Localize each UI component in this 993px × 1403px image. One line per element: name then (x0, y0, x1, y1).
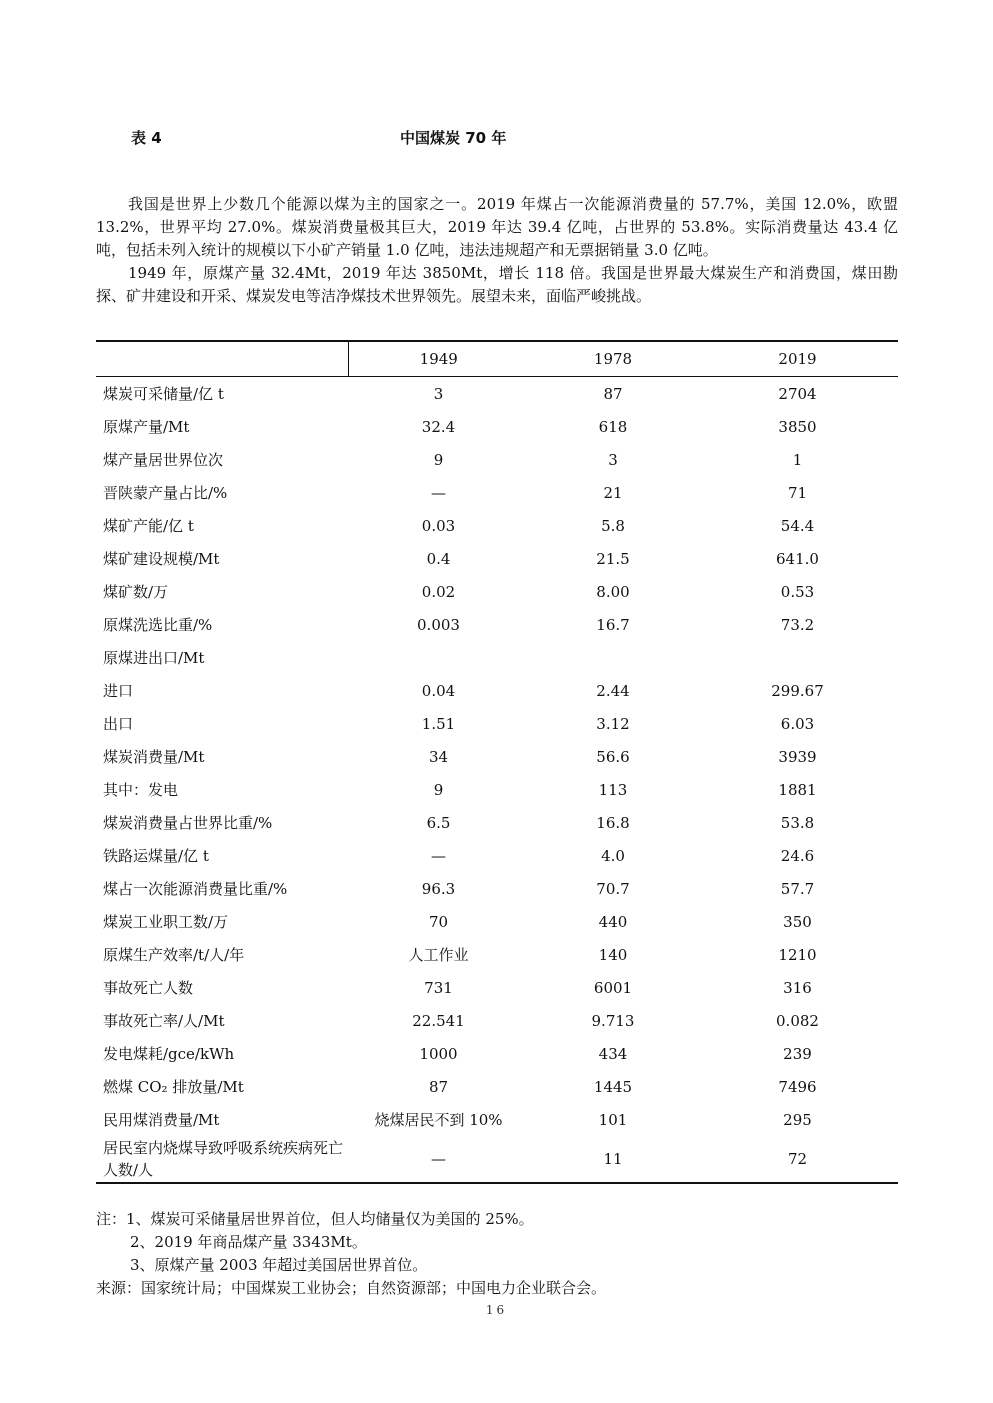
value-1978: 101 (598, 1110, 628, 1129)
value-1949: 1000 (419, 1044, 458, 1063)
value-1949: 87 (428, 1077, 449, 1096)
row-label: 居民室内烧煤导致呼吸系统疾病死亡人数/人 (103, 1139, 344, 1179)
page-number: 16 (485, 1303, 508, 1317)
value-2019: 54.4 (780, 516, 815, 535)
value-1978: 140 (598, 945, 628, 964)
row-label: 原煤产量/Mt (103, 417, 190, 436)
row-label: 原煤生产效率/t/人/年 (103, 945, 245, 964)
table-row (96, 707, 898, 740)
table-row (96, 938, 898, 971)
value-1978: 16.7 (596, 615, 630, 634)
value-1949: — (431, 1150, 446, 1168)
table-heading (0, 127, 993, 151)
value-2019: 239 (783, 1044, 812, 1063)
value-1978: 5.8 (601, 516, 625, 535)
row-label: 出口 (103, 714, 134, 733)
value-2019: 1881 (778, 780, 817, 799)
row-label: 原煤进出口/Mt (103, 648, 205, 667)
intro-paragraph-1: 我国是世界上少数几个能源以煤为主的国家之一。2019 年煤占一次能源消费量的 57.7%，美国 12.0%，欧盟 13.2%，世界平均 27.0%。煤炭消费量极其巨大，2019 年达 39.4 亿吨，占世界的 53.8%。实际消费量达 43.4 亿吨，包括未列入统计的规模以下小矿产销量 1.0 亿吨，违法违规超产和无票据销量 3.0 亿吨。 (96, 195, 898, 259)
value-1978: 2.44 (596, 681, 630, 700)
table-row (96, 641, 898, 674)
table-row (96, 443, 898, 476)
table-row (96, 1103, 898, 1136)
value-2019: 3939 (778, 747, 817, 766)
value-1978: 3.12 (596, 714, 630, 733)
row-label: 煤炭消费量占世界比重/% (103, 813, 273, 832)
notes-section (96, 1208, 898, 1300)
value-2019: 316 (783, 978, 812, 997)
table-row (96, 1004, 898, 1037)
row-label: 煤矿产能/亿 t (103, 516, 194, 535)
value-1949: 0.4 (426, 549, 451, 568)
table-row (96, 377, 898, 411)
source-line: 来源：国家统计局；中国煤炭工业协会；自然资源部；中国电力企业联合会。 (96, 1279, 607, 1297)
value-1978: 8.00 (596, 582, 630, 601)
value-1949: 0.04 (421, 681, 456, 700)
value-2019: 57.7 (780, 879, 815, 898)
value-2019: 72 (787, 1150, 808, 1168)
value-1949: 0.02 (421, 582, 456, 601)
row-label: 煤占一次能源消费量比重/% (103, 879, 288, 898)
value-1949: 70 (428, 912, 449, 931)
header-year-1949: 1949 (419, 350, 458, 368)
value-1949: 烧煤居民不到 10% (374, 1111, 503, 1129)
value-1978: 618 (598, 417, 628, 436)
note-line-1: 注：1、煤炭可采储量居世界首位，但人均储量仅为美国的 25%。 (96, 1210, 534, 1228)
value-1978: 440 (598, 912, 628, 931)
row-label: 煤炭消费量/Mt (103, 747, 205, 766)
value-1978: 1445 (593, 1077, 633, 1096)
value-1949: 96.3 (421, 879, 456, 898)
row-label: 煤炭工业职工数/万 (103, 912, 229, 931)
value-1949: 1.51 (421, 714, 456, 733)
value-2019: 0.082 (776, 1011, 819, 1030)
table-row (96, 476, 898, 509)
row-label: 晋陕蒙产量占比/% (103, 483, 228, 502)
table-row (96, 872, 898, 905)
value-2019: 53.8 (780, 813, 815, 832)
value-1978: 11 (603, 1150, 623, 1168)
row-label: 民用煤消费量/Mt (103, 1110, 220, 1129)
table-row (96, 1136, 898, 1183)
row-label: 铁路运煤量/亿 t (103, 846, 209, 865)
table-row (96, 410, 898, 443)
table-row (96, 1037, 898, 1070)
value-2019: 295 (783, 1110, 812, 1129)
value-2019: 1 (792, 450, 803, 469)
table-row (96, 773, 898, 806)
table-number: 表 4 (131, 129, 162, 147)
value-2019: 299.67 (771, 681, 824, 700)
header-year-1978: 1978 (593, 350, 633, 368)
value-1978: 434 (598, 1044, 628, 1063)
value-1949: — (431, 846, 446, 865)
table-row (96, 971, 898, 1004)
table-row (96, 740, 898, 773)
value-1949: 人工作业 (408, 946, 469, 964)
value-1978: 16.8 (596, 813, 630, 832)
value-1978: 70.7 (596, 879, 630, 898)
table-header-row (96, 341, 898, 377)
value-1949: 32.4 (421, 417, 456, 436)
table-row (96, 608, 898, 641)
table-row (96, 905, 898, 938)
note-line-3: 3、原煤产量 2003 年超过美国居世界首位。 (130, 1256, 428, 1274)
table-title: 中国煤炭 70 年 (400, 129, 507, 147)
table-row (96, 674, 898, 707)
value-2019: 641.0 (776, 549, 819, 568)
value-2019: 7496 (778, 1077, 817, 1096)
value-2019: 1210 (778, 945, 817, 964)
value-1978: 21.5 (596, 549, 630, 568)
value-1978 (529, 641, 697, 674)
value-1949: 3 (433, 384, 444, 403)
header-year-2019: 2019 (778, 350, 817, 368)
value-1978: 113 (598, 780, 628, 799)
value-2019: 3850 (778, 417, 817, 436)
intro-paragraph-2: 1949 年，原煤产量 32.4Mt，2019 年达 3850Mt，增长 118 倍。我国是世界最大煤炭生产和消费国，煤田勘探、矿井建设和开采、煤炭发电等洁净煤技术世界领先。展望未来，面临严峻挑战。 (96, 264, 898, 305)
value-1978: 21 (603, 483, 623, 502)
value-2019: 2704 (778, 384, 817, 403)
value-1978: 3 (608, 450, 618, 469)
row-label: 事故死亡率/人/Mt (103, 1011, 225, 1030)
row-label: 煤产量居世界位次 (103, 450, 224, 469)
row-label: 其中：发电 (103, 780, 179, 799)
value-2019: 24.6 (780, 846, 815, 865)
value-1949: 34 (428, 747, 449, 766)
note-line-2: 2、2019 年商品煤产量 3343Mt。 (130, 1233, 367, 1251)
row-label: 原煤洗选比重/% (103, 615, 213, 634)
value-2019: 71 (787, 483, 808, 502)
value-1949: — (431, 483, 446, 502)
table-row (96, 839, 898, 872)
row-label: 煤炭可采储量/亿 t (103, 384, 224, 403)
header-blank-cell (96, 341, 348, 377)
table-row (96, 806, 898, 839)
table-row (96, 575, 898, 608)
value-2019: 350 (783, 912, 812, 931)
value-1978: 9.713 (591, 1011, 635, 1030)
table-body (96, 377, 898, 1184)
table-row (96, 1070, 898, 1103)
value-1978: 87 (603, 384, 623, 403)
table-row (96, 542, 898, 575)
row-label: 发电煤耗/gce/kWh (103, 1044, 235, 1063)
value-1949: 0.003 (417, 615, 460, 634)
value-1978: 4.0 (601, 846, 625, 865)
row-label: 煤矿数/万 (103, 582, 169, 601)
value-2019: 0.53 (780, 582, 815, 601)
value-1978: 6001 (593, 978, 633, 997)
value-2019 (697, 641, 898, 674)
row-label: 进口 (103, 681, 134, 700)
value-2019: 73.2 (780, 615, 815, 634)
row-label: 燃煤 CO₂ 排放量/Mt (103, 1077, 244, 1096)
value-1949: 22.541 (412, 1011, 465, 1030)
value-2019: 6.03 (780, 714, 815, 733)
table-row (96, 509, 898, 542)
value-1949: 9 (433, 780, 444, 799)
row-label: 事故死亡人数 (103, 978, 194, 997)
value-1949: 9 (433, 450, 444, 469)
value-1949: 731 (424, 978, 453, 997)
value-1949: 0.03 (421, 516, 456, 535)
intro-text (96, 193, 898, 308)
coal-statistics-table (96, 340, 898, 1184)
value-1978: 56.6 (596, 747, 630, 766)
value-1949 (348, 641, 529, 674)
row-label: 煤矿建设规模/Mt (103, 549, 220, 568)
value-1949: 6.5 (426, 813, 451, 832)
